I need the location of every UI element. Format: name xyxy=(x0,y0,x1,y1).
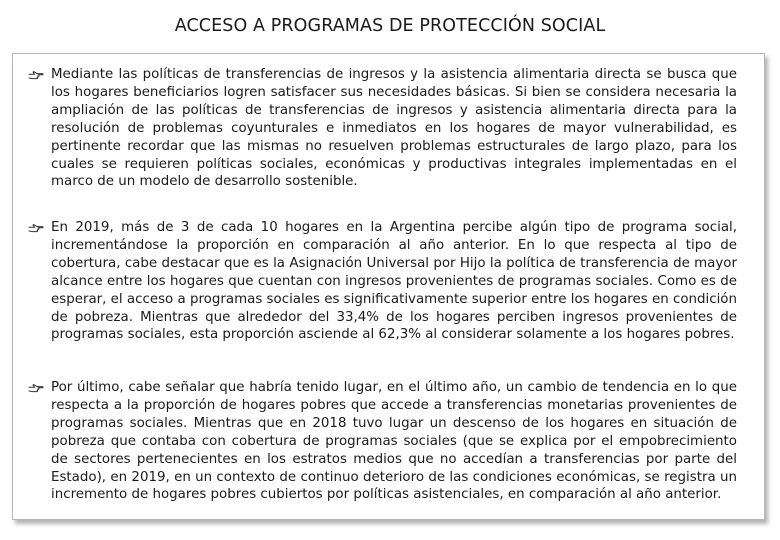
page-title: ACCESO A PROGRAMAS DE PROTECCIÓN SOCIAL xyxy=(174,16,606,36)
pointing-hand-icon xyxy=(28,383,44,395)
content-panel xyxy=(12,53,765,520)
bullet-text: Mediante las políticas de transferencias de ingresos y la asistencia alimentaria directa se busca que los hogares beneficiarios logren satisfacer sus necesidades básicas. Si bien se considera necesaria la ampliación de las políticas de transferencias de ingresos y asistencia alimentaria directa para la resolución de problemas coyunturales e inmediatos en los hogares de mayor vulnerabilidad, es pertinente recordar que las mismas no resuelven problemas estructurales de largo plazo, para los cuales se requieren políticas sociales, económicas y productivas integrales implementadas en el marco de un modelo de desarrollo sostenible. xyxy=(51,67,737,190)
bullet-text: En 2019, más de 3 de cada 10 hogares en la Argentina percibe algún tipo de programa social, incrementándose la proporción en comparación al año anterior. En lo que respecta al tipo de cobertura, cabe destacar que es la Asignación Universal por Hijo la política de transferencia de mayor alcance entre los hogares que cuentan con ingresos provenientes de programas sociales. Como es de esperar, el acceso a programas sociales es significativamente superior entre los hogares en condición de pobreza. Mientras que alrededor del 33,4% de los hogares perciben ingresos provenientes de programas sociales, esta proporción asciende al 62,3% al considerar solamente a los hogares pobres. xyxy=(51,220,737,343)
bullet-text: Por último, cabe señalar que habría tenido lugar, en el último año, un cambio de tendencia en lo que respecta a la proporción de hogares pobres que accede a transferencias monetarias provenientes de programas sociales. Mientras que en 2018 tuvo lugar un descenso de los hogares en situación de pobreza que contaba con cobertura de programas sociales (que se explica por el empobrecimiento de sectores pertenecientes en los estratos medios que no accedían a transferencias por parte del Estado), en 2019, en un contexto de continuo deterioro de las condiciones económicas, se registra un incremento de hogares pobres cubiertos por políticas asistenciales, en comparación al año anterior. xyxy=(51,380,737,503)
pointing-hand-icon xyxy=(28,223,44,235)
pointing-hand-icon xyxy=(28,70,44,82)
